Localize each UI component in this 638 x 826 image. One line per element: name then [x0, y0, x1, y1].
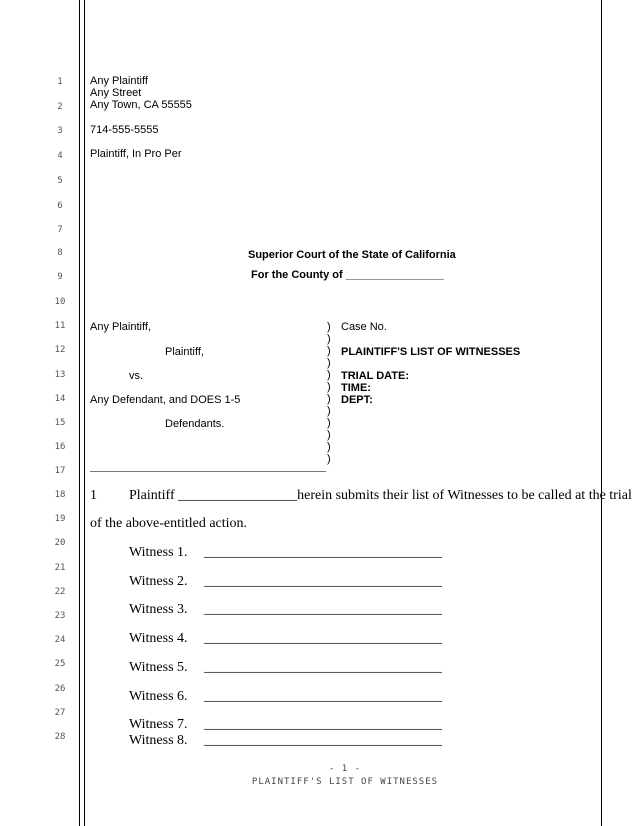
witness-label: Witness 7. [129, 717, 188, 732]
defendant-role: Defendants. [165, 418, 225, 430]
plaintiff-name: Any Plaintiff, [90, 321, 151, 333]
line-number: 27 [54, 708, 66, 718]
witness-blank[interactable]: __________________________________ [204, 631, 442, 646]
left-margin-rule-inner [84, 0, 85, 826]
witness-blank[interactable]: __________________________________ [204, 602, 442, 617]
document-title: PLAINTIFF'S LIST OF WITNESSES [341, 346, 521, 358]
paren: ) [327, 333, 331, 345]
footer-page-number: - 1 - [328, 764, 362, 774]
time-label: TIME: [341, 382, 371, 394]
line-number: 7 [57, 225, 63, 235]
paren: ) [327, 441, 331, 453]
party-street: Any Street [90, 87, 142, 99]
line-number: 21 [54, 563, 66, 573]
line-number: 26 [54, 684, 66, 694]
left-margin-rule-outer [79, 0, 80, 826]
versus-label: vs. [129, 370, 144, 382]
paragraph-line: Plaintiff _________________herein submits their list of Witnesses to be called at the trial [129, 488, 632, 503]
paren: ) [327, 393, 331, 405]
line-number: 24 [54, 635, 66, 645]
witness-blank[interactable]: __________________________________ [204, 733, 442, 748]
witness-blank[interactable]: __________________________________ [204, 717, 442, 732]
line-number: 8 [57, 248, 63, 258]
witness-blank[interactable]: __________________________________ [204, 660, 442, 675]
line-number: 13 [54, 370, 66, 380]
line-number: 10 [54, 297, 66, 307]
witness-label: Witness 6. [129, 689, 188, 704]
line-number: 25 [54, 659, 66, 669]
line-number: 14 [54, 394, 66, 404]
line-number: 28 [54, 732, 66, 742]
case-number-label: Case No. [341, 321, 387, 333]
witness-label: Witness 8. [129, 733, 188, 748]
footer-title: PLAINTIFF'S LIST OF WITNESSES [251, 777, 439, 787]
witness-label: Witness 5. [129, 660, 188, 675]
witness-label: Witness 3. [129, 602, 188, 617]
witness-label: Witness 4. [129, 631, 188, 646]
witness-label: Witness 2. [129, 574, 188, 589]
paren: ) [327, 417, 331, 429]
party-phone: 714-555-5555 [90, 124, 159, 136]
caption-bottom-rule [90, 471, 326, 472]
line-number: 3 [57, 126, 63, 136]
paren: ) [327, 369, 331, 381]
witness-label: Witness 1. [129, 545, 188, 560]
line-number: 9 [57, 272, 63, 282]
paren: ) [327, 321, 331, 333]
paragraph-line: of the above-entitled action. [90, 516, 248, 531]
dept-label: DEPT: [341, 394, 373, 406]
paren: ) [327, 357, 331, 369]
line-number: 2 [57, 102, 63, 112]
line-number: 16 [54, 442, 66, 452]
line-number: 20 [54, 538, 66, 548]
court-name: Superior Court of the State of California [248, 249, 456, 261]
line-number: 23 [54, 611, 66, 621]
line-number: 18 [54, 490, 66, 500]
line-number: 5 [57, 176, 63, 186]
line-number: 12 [54, 345, 66, 355]
witness-blank[interactable]: __________________________________ [204, 574, 442, 589]
party-status: Plaintiff, In Pro Per [90, 148, 182, 160]
party-city: Any Town, CA 55555 [90, 99, 192, 111]
paragraph-number: 1 [90, 488, 97, 503]
paren: ) [327, 429, 331, 441]
plaintiff-role: Plaintiff, [165, 346, 204, 358]
line-number: 11 [54, 321, 66, 331]
line-number: 19 [54, 514, 66, 524]
line-number: 17 [54, 466, 66, 476]
party-name: Any Plaintiff [90, 75, 148, 87]
line-number: 22 [54, 587, 66, 597]
witness-blank[interactable]: __________________________________ [204, 545, 442, 560]
paren: ) [327, 345, 331, 357]
trial-date-label: TRIAL DATE: [341, 370, 410, 382]
line-number: 1 [57, 77, 63, 87]
line-number: 15 [54, 418, 66, 428]
right-margin-rule [601, 0, 602, 826]
court-county: For the County of ________________ [251, 269, 444, 281]
paren: ) [327, 381, 331, 393]
defendant-name: Any Defendant, and DOES 1-5 [90, 394, 241, 406]
line-number: 4 [57, 151, 63, 161]
paren: ) [327, 453, 331, 465]
paren: ) [327, 405, 331, 417]
witness-blank[interactable]: __________________________________ [204, 689, 442, 704]
line-number: 6 [57, 201, 63, 211]
